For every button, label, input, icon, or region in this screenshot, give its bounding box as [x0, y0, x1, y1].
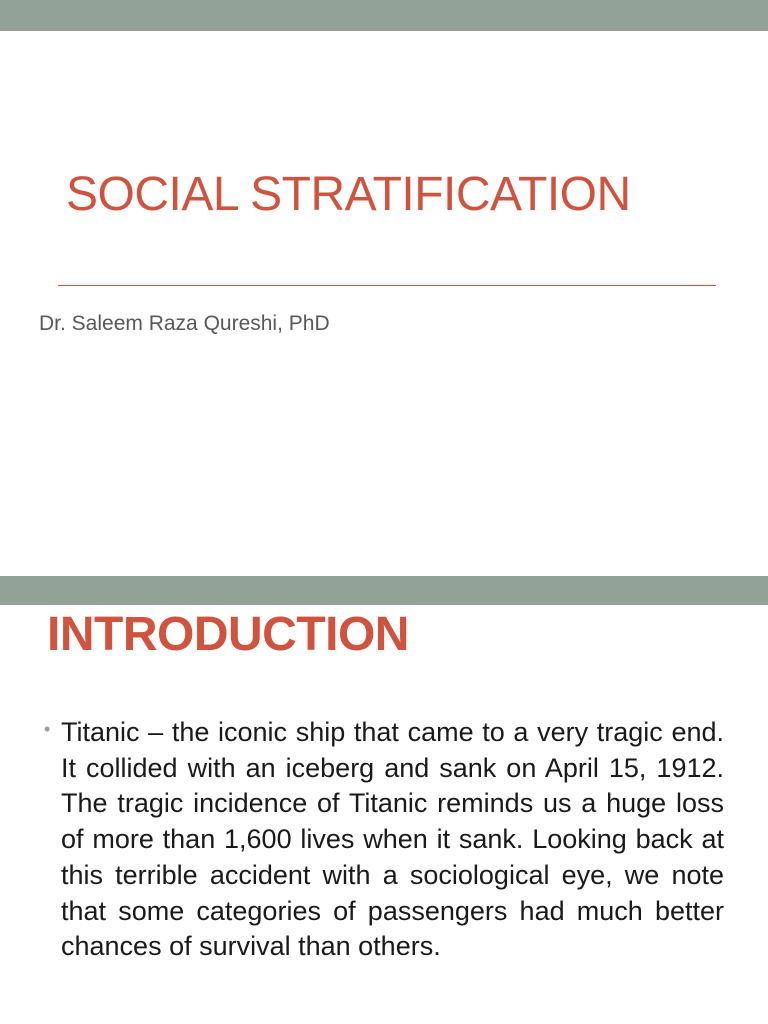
bullet-item: [44, 715, 724, 965]
bullet-icon: •: [44, 719, 51, 739]
bullet-text: Titanic – the iconic ship that came to a very tragic end. It collided with an iceberg and sank on April 15, 1912. The tragic incidence of Titanic reminds us a huge loss of more than 1,600 lives when it sank. Looking back at this terrible accident with a sociological eye, we note that some categories of passengers had much better chances of survival than others.: [61, 717, 724, 962]
introduction-bullet-list: [44, 715, 724, 965]
introduction-heading: INTRODUCTION: [47, 608, 409, 661]
slide-subtitle-author: Dr. Saleem Raza Qureshi, PhD: [39, 312, 330, 335]
slide-header-bar: [0, 576, 768, 605]
slide-title-heading: SOCIAL STRATIFICATION: [66, 168, 631, 221]
title-underline-divider: [58, 285, 716, 286]
slide-header-bar: [0, 0, 768, 31]
